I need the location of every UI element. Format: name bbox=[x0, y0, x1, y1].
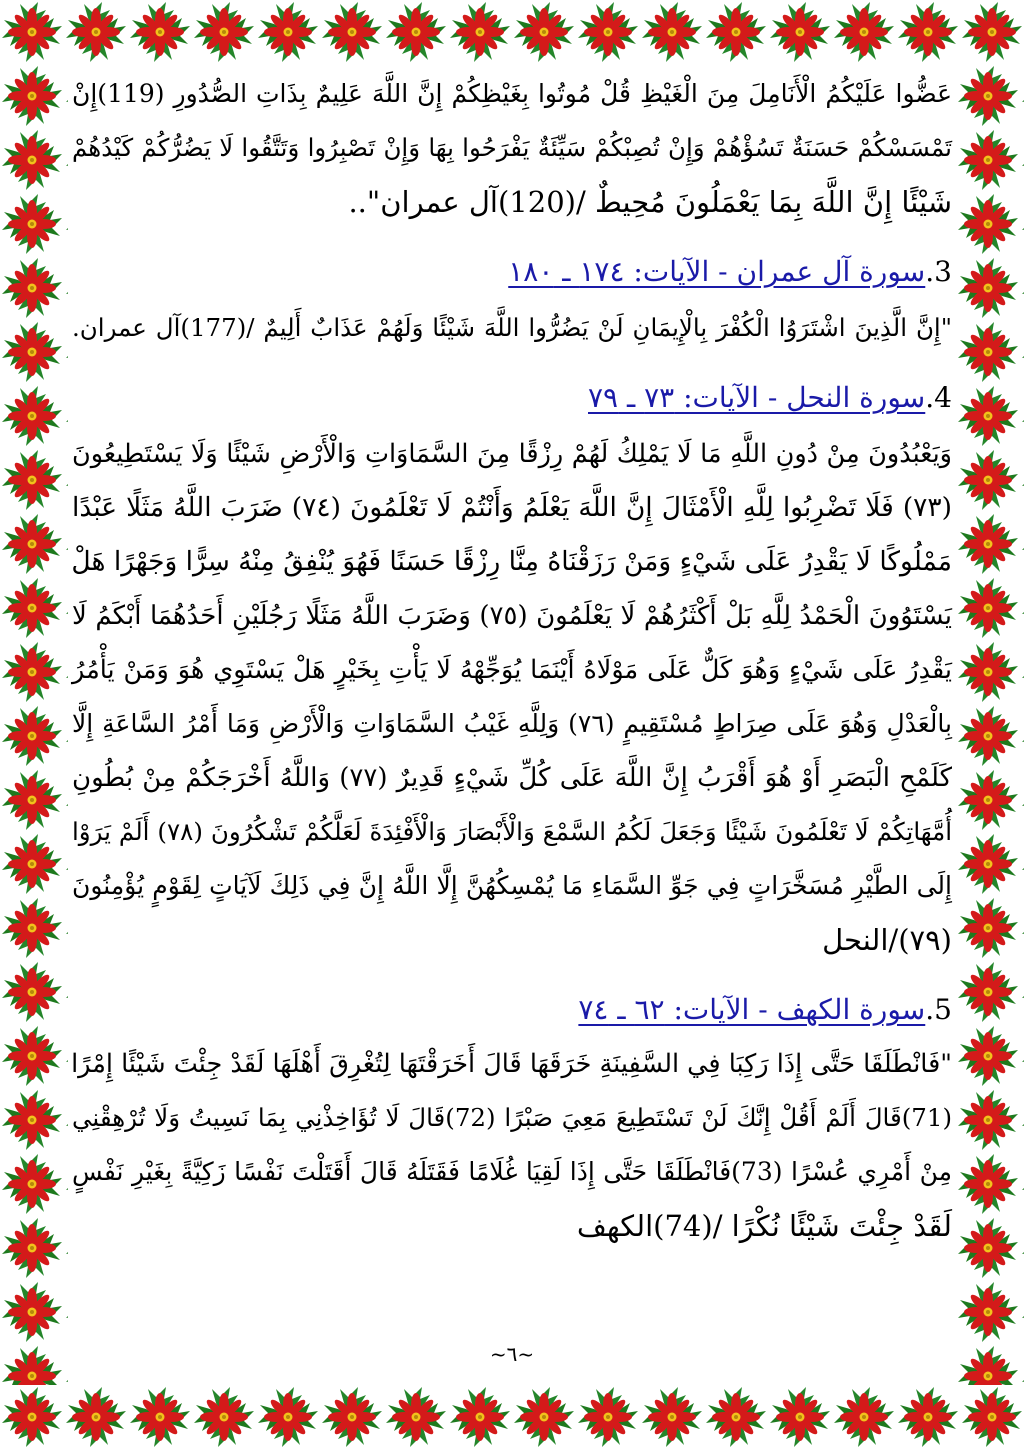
poinsettia-border-icon bbox=[0, 1385, 1024, 1449]
section-heading bbox=[72, 990, 952, 1030]
text-line: (71)قَالَ أَلَمْ أَقُلْ إِنَّكَ لَنْ تَسْتَطِيعَ مَعِيَ صَبْرًا (72)قَالَ لَا تُؤَاخِذْنِي بِمَا نَسِيتُ وَلَا تُرْهِقْنِي bbox=[72, 1103, 953, 1132]
text-line: شَيْئًا إِنَّ اللَّهَ بِمَا يَعْمَلُونَ مُحِيطٌ /(120)آل عمران".. bbox=[348, 185, 952, 219]
section-title: سورة النحل - الآيات: ٧٣ ـ ٧٩ bbox=[588, 381, 926, 414]
text-line: (٧٣) فَلَا تَضْرِبُوا لِلَّهِ الْأَمْثَالَ إِنَّ اللَّهَ يَعْلَمُ وَأَنْتُمْ لَا تَعْلَمُونَ (٧٤) ضَرَبَ اللَّهُ مَثَلًا عَبْدًا bbox=[72, 492, 952, 523]
page-number: ~٦~ bbox=[489, 1342, 535, 1366]
text-line: تَمْسَسْكُمْ حَسَنَةٌ تَسُؤْهُمْ وَإِنْ تُصِبْكُمْ سَيِّئَةٌ يَفْرَحُوا بِهَا وَإِنْ تَصْبِرُوا وَتَتَّقُوا لَا يَضُرُّكُمْ كَيْدُهُمْ bbox=[72, 133, 952, 162]
section-number: 3. bbox=[925, 255, 952, 288]
text-line: "إِنَّ الَّذِينَ اشْتَرَوُا الْكُفْرَ بِالْإِيمَانِ لَنْ يَضُرُّوا اللَّهَ شَيْئًا وَلَهُمْ عَذَابٌ أَلِيمٌ /(177)آل عمران. bbox=[72, 313, 953, 342]
text-line: لَقَدْ جِئْتَ شَيْئًا نُكْرًا /(74)الكهف bbox=[576, 1209, 952, 1243]
text-line: مِنْ أَمْرِي عُسْرًا (73)فَانْطَلَقَا حَتَّى إِذَا لَقِيَا غُلَامًا فَقَتَلَهُ قَالَ أَقَتَلْتَ نَفْسًا زَكِيَّةً بِغَيْرِ نَفْسٍ bbox=[72, 1157, 952, 1186]
poinsettia-border-icon bbox=[0, 0, 1024, 64]
text-line: "فَانْطَلَقَا حَتَّى إِذَا رَكِبَا فِي السَّفِينَةِ خَرَقَهَا قَالَ أَخَرَقْتَهَا لِتُغْرِقَ أَهْلَهَا لَقَدْ جِئْتَ شَيْئًا إِمْرًا bbox=[71, 1049, 952, 1079]
text-line: وَيَعْبُدُونَ مِنْ دُونِ اللَّهِ مَا لَا يَمْلِكُ لَهُمْ رِزْقًا مِنَ السَّمَاوَاتِ وَالْأَرْضِ شَيْئًا وَلَا يَسْتَطِيعُونَ bbox=[72, 439, 952, 469]
text-line: كَلَمْحِ الْبَصَرِ أَوْ هُوَ أَقْرَبُ إِنَّ اللَّهَ عَلَى كُلِّ شَيْءٍ قَدِيرٌ (٧٧) وَاللَّهُ أَخْرَجَكُمْ مِنْ بُطُونِ bbox=[72, 763, 952, 793]
text-line: يَقْدِرُ عَلَى شَيْءٍ وَهُوَ كَلٌّ عَلَى مَوْلَاهُ أَيْنَمَا يُوَجِّهْهُ لَا يَأْتِ بِخَيْرٍ هَلْ يَسْتَوِي هُوَ وَمَنْ يَأْمُرُ bbox=[72, 655, 952, 685]
section-number: 5. bbox=[925, 993, 952, 1026]
text-line: مَمْلُوكًا لَا يَقْدِرُ عَلَى شَيْءٍ وَمَنْ رَزَقْنَاهُ مِنَّا رِزْقًا حَسَنًا فَهُوَ يُنْفِقُ مِنْهُ سِرًّا وَجَهْرًا هَلْ bbox=[71, 546, 952, 577]
section-heading bbox=[72, 252, 952, 292]
document-page bbox=[72, 66, 952, 1382]
text-line: بِالْعَدْلِ وَهُوَ عَلَى صِرَاطٍ مُسْتَقِيمٍ (٧٦) وَلِلَّهِ غَيْبُ السَّمَاوَاتِ وَالْأَرْضِ وَمَا أَمْرُ السَّاعَةِ إِلَّا bbox=[72, 709, 952, 738]
poinsettia-border-icon bbox=[0, 64, 68, 1385]
text-line: عَضُّوا عَلَيْكُمُ الْأَنَامِلَ مِنَ الْغَيْظِ قُلْ مُوتُوا بِغَيْظِكُمْ إِنَّ اللَّهَ عَلِيمٌ بِذَاتِ الصُّدُورِ (119)إِنْ bbox=[72, 79, 952, 108]
text-line: (٧٩)/النحل bbox=[822, 923, 952, 957]
text-line: أُمَّهَاتِكُمْ لَا تَعْلَمُونَ شَيْئًا وَجَعَلَ لَكُمُ السَّمْعَ وَالْأَبْصَارَ وَالْأَفْئِدَةَ لَعَلَّكُمْ تَشْكُرُونَ (٧٨) أَلَمْ يَرَوْا bbox=[72, 817, 953, 846]
section-heading bbox=[72, 378, 952, 418]
section-title: سورة آل عمران - الآيات: ١٧٤ ـ ١٨٠ bbox=[508, 255, 926, 288]
text-line: إِلَى الطَّيْرِ مُسَخَّرَاتٍ فِي جَوِّ السَّمَاءِ مَا يُمْسِكُهُنَّ إِلَّا اللَّهُ إِنَّ فِي ذَلِكَ لَآيَاتٍ لِقَوْمٍ يُؤْمِنُونَ bbox=[72, 871, 952, 900]
poinsettia-border-icon bbox=[956, 64, 1024, 1385]
section-number: 4. bbox=[925, 381, 952, 414]
text-line: يَسْتَوُونَ الْحَمْدُ لِلَّهِ بَلْ أَكْثَرُهُمْ لَا يَعْلَمُونَ (٧٥) وَضَرَبَ اللَّهُ مَثَلًا رَجُلَيْنِ أَحَدُهُمَا أَبْكَمُ لَا bbox=[72, 601, 952, 631]
section-title: سورة الكهف - الآيات: ٦٢ ـ ٧٤ bbox=[578, 993, 926, 1026]
